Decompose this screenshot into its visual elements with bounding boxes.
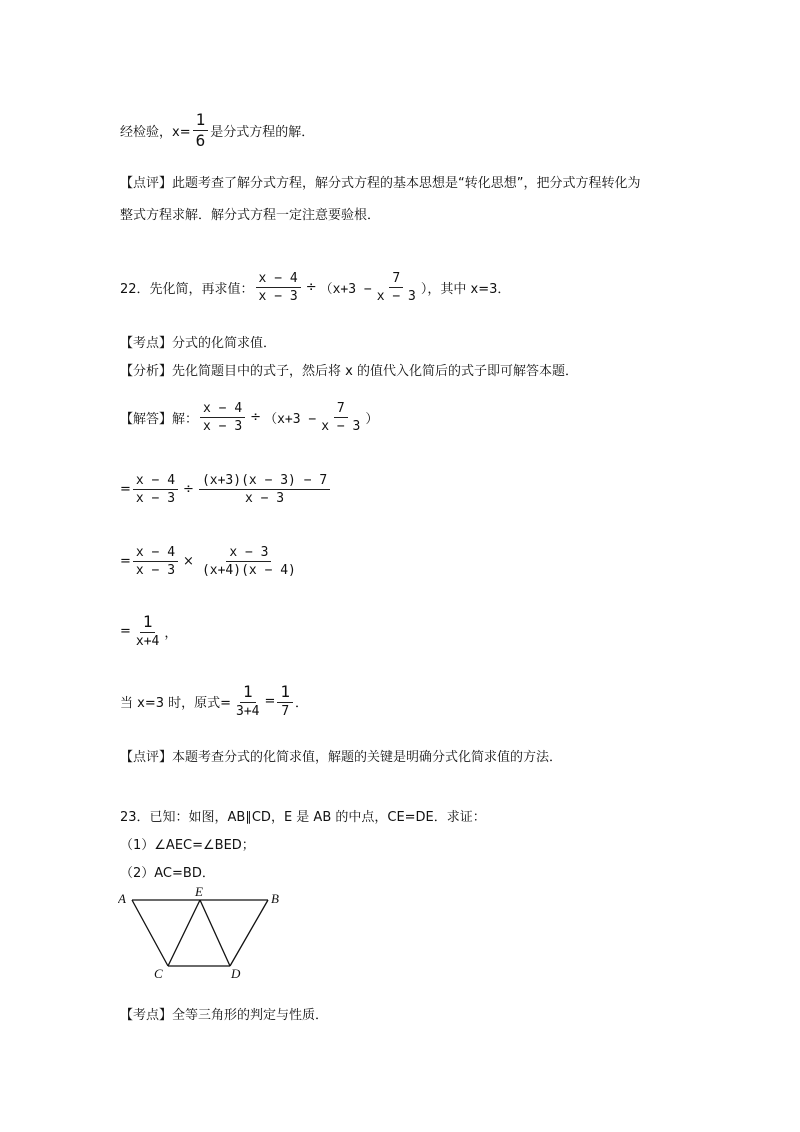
step1-fraction-2: $\frac{(x+3)(x - 3) - 7}{x - 3}$ bbox=[199, 474, 330, 505]
check-line: 经检验，x= $\frac{1}{6}$ 是分式方程的解． bbox=[120, 110, 315, 150]
q22-fraction-1: $\frac{x - 4}{x - 3}$ bbox=[256, 272, 301, 303]
q22-evaluate: 当 x=3 时，原式= $\frac{1}{3+4}$ = $\frac{1}{7}$ ． bbox=[120, 682, 309, 719]
q23-stem: 23．已知：如图，AB∥CD，E 是 AB 的中点，CE=DE．求证： bbox=[120, 810, 486, 825]
check-fraction: $\frac{1}{6}$ bbox=[193, 112, 209, 149]
figure-lines bbox=[132, 900, 268, 966]
label-a: A bbox=[118, 891, 126, 906]
step1-fraction-1: $\frac{x - 4}{x - 3}$ bbox=[133, 474, 178, 505]
q22-fraction-2: $\frac{7}{x - 3}$ bbox=[376, 271, 416, 304]
review-21-line1: 【点评】此题考查了解分式方程，解分式方程的基本思想是“转化思想”，把分式方程转化为 bbox=[120, 176, 641, 191]
q23-kaodian: 【考点】全等三角形的判定与性质． bbox=[120, 1008, 329, 1023]
segment-ac bbox=[132, 900, 168, 966]
q22-review: 【点评】本题考查分式的化简求值，解题的关键是明确分式化简求值的方法． bbox=[120, 750, 563, 765]
evaluate-fraction-1: $\frac{1}{3+4}$ bbox=[236, 682, 260, 719]
q22-kaodian: 【考点】分式的化简求值． bbox=[120, 336, 277, 351]
q22-jieda: 【解答】解： $\frac{x - 4}{x - 3}$ ÷ （x+3 − $\frac{7}{x - 3}$ ） bbox=[120, 401, 379, 434]
q22-step3: = $\frac{1}{x+4}$ ， bbox=[120, 612, 178, 649]
step2-fraction-2: $\frac{x - 3}{(x+4)(x - 4)}$ bbox=[201, 545, 296, 578]
label-d: D bbox=[231, 966, 241, 980]
label-c: C bbox=[154, 966, 163, 980]
geometry-figure-svg bbox=[118, 884, 288, 980]
segment-ed bbox=[200, 900, 230, 966]
label-e: E bbox=[195, 884, 203, 899]
q23-part1: （1）∠AEC=∠BED； bbox=[120, 838, 255, 853]
q22-fenxi: 【分析】先化简题目中的式子，然后将 x 的值代入化简后的式子即可解答本题． bbox=[120, 364, 578, 379]
q23-part2: （2）AC=BD． bbox=[120, 866, 215, 881]
step2-fraction-1: $\frac{x - 4}{x - 3}$ bbox=[133, 546, 178, 577]
q22-step2: = $\frac{x - 4}{x - 3}$ × $\frac{x - 3}{(x+4)(x - 4)}$ bbox=[120, 546, 301, 577]
jieda-fraction-1: $\frac{x - 4}{x - 3}$ bbox=[200, 402, 245, 433]
q22-step1: = $\frac{x - 4}{x - 3}$ ÷ $\frac{(x+3)(x - 3) - 7}{x - 3}$ bbox=[120, 474, 332, 505]
step3-fraction: $\frac{1}{x+4}$ bbox=[135, 612, 160, 649]
geometry-figure bbox=[118, 884, 288, 984]
label-b: B bbox=[271, 891, 279, 906]
review-21-line2: 整式方程求解．解分式方程一定注意要验根． bbox=[120, 208, 381, 223]
evaluate-fraction-2: $\frac{1}{7}$ bbox=[277, 684, 293, 718]
jieda-fraction-2: $\frac{7}{x - 3}$ bbox=[321, 401, 361, 434]
segment-ec bbox=[168, 900, 200, 966]
segment-bd bbox=[230, 900, 268, 966]
q22-stem: 22．先化简，再求值： $\frac{x - 4}{x - 3}$ ÷ （x+3 − $\frac{7}{x - 3}$ ），其中 x=3． bbox=[120, 271, 511, 304]
